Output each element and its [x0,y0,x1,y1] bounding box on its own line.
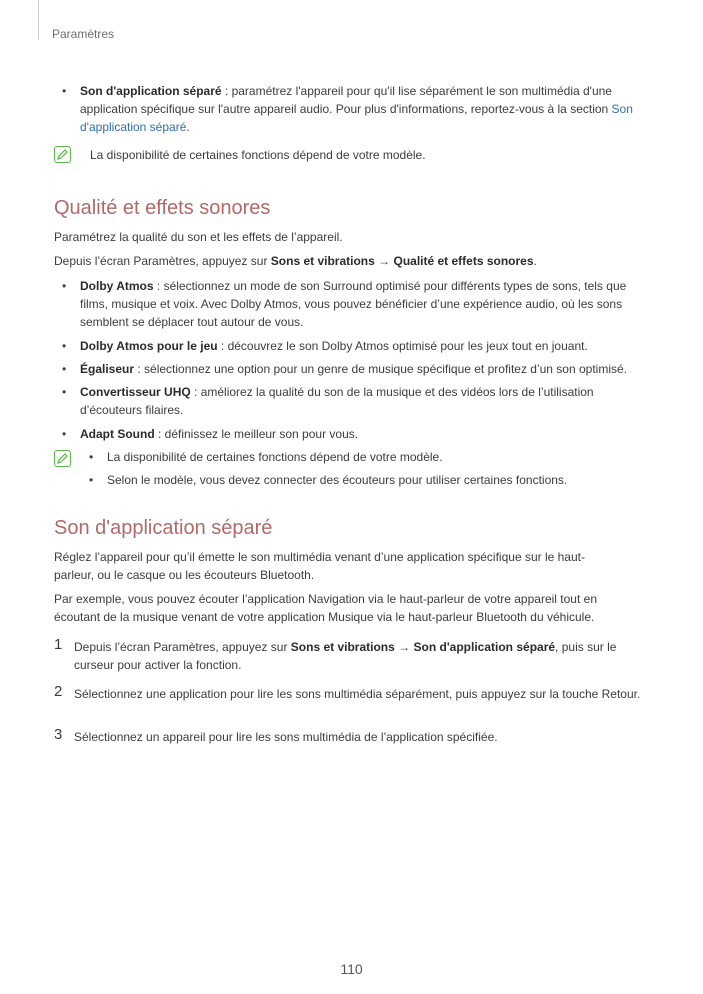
list-item [54,277,654,331]
quality-list-item-2 [54,337,654,355]
list-item [54,82,654,136]
bullet-term: Son d'application séparé [80,84,222,98]
item-text: : découvrez le son Dolby Atmos optimisé pour les jeux tout en jouant. [217,339,588,353]
step-menu-2: Son d'application séparé [413,640,556,654]
step-3 [54,728,674,746]
step-text: Sélectionnez une application pour lire les sons multimédia séparément, puis appuyez sur la touche Retour. [74,687,641,701]
quality-list [54,277,654,331]
path-menu-2: Qualité et effets sonores [393,254,534,268]
item-term: Convertisseur UHQ [80,385,191,399]
step-text: Sélectionnez un appareil pour lire les sons multimédia de l’application spécifiée. [74,730,498,744]
path-pre: Depuis l’écran Paramètres, appuyez sur [54,254,271,268]
item-text: : sélectionnez un mode de son Surround optimisé pour différents types de sons, tels que films, musique et voix. Avec Dolby Atmos, vous pouvez bénéficier d’une expérience audio, où les sons semblent se déplacer tout autour de vous. [80,279,627,329]
page-number: 110 [340,961,363,977]
bullet-text: : paramétrez l'appareil pour qu'il lise séparément le son multimédia d'une application spécifique sur l'autre appareil audio. Pour plus d'informations, reportez-vous à la section [80,84,612,116]
section-link[interactable]: Son d'application séparé [80,102,633,134]
separate-p1: Réglez l’appareil pour qu’il émette le son multimédia venant d’une application spécifique sur le haut-parleur, ou le casque ou les écouteurs Bluetooth. [54,550,585,582]
path-arrow: → [374,254,394,268]
separate-p2: Par exemple, vous pouvez écouter l’application Navigation via le haut-parleur de votre appareil tout en écoutant de la musique venant de votre application Musique via le haut-parleur Bluetooth du véhicule. [54,592,597,624]
step-arrow: → [394,640,414,654]
step-2 [54,685,644,703]
item-term: Égaliseur [80,362,135,376]
step-text: Depuis l’écran Paramètres, appuyez sur [74,640,291,654]
quality-list-item-3 [54,360,654,378]
path-menu-1: Sons et vibrations [270,254,375,268]
header-divider [38,0,39,40]
bullet-end: . [186,120,190,134]
list-item [54,337,654,355]
list-item [54,383,654,419]
note-item: • Selon le modèle, vous devez connecter des écouteurs pour utiliser certaines fonctions. [54,471,654,489]
note-icon [54,146,71,163]
section-header: Paramètres [52,27,115,41]
quality-list-item-4 [54,383,654,419]
step-text-end: , puis sur le curseur pour activer la fonction. [74,640,617,672]
item-text: : améliorez la qualité du son de la musique et des vidéos lors de l’utilisation d’écouteurs filaires. [80,385,594,417]
quality-intro: Paramétrez la qualité du son et les effets de l’appareil. [54,230,343,244]
section-title-separate: Son d'application séparé [54,517,273,539]
item-term: Dolby Atmos [80,279,154,293]
item-text: : définissez le meilleur son pour vous. [154,427,359,441]
item-term: Dolby Atmos pour le jeu [80,339,218,353]
item-text: : sélectionnez une option pour un genre de musique spécifique et profitez d’un son optimisé. [134,362,628,376]
step-number: 2 [54,683,63,700]
step-1 [54,638,644,674]
top-bullet [54,82,654,136]
quality-list-item-5 [54,425,654,443]
step-menu-1: Sons et vibrations [290,640,395,654]
list-item [54,425,654,443]
note-box [54,146,654,164]
list-item [54,360,654,378]
item-term: Adapt Sound [80,427,155,441]
quality-path [54,252,654,270]
section-title-quality: Qualité et effets sonores [54,197,271,219]
path-end: . [533,254,537,268]
step-number: 3 [54,726,63,743]
note-item: • La disponibilité de certaines fonctions dépend de votre modèle. [54,448,654,466]
note-box [54,448,654,489]
step-number: 1 [54,636,63,653]
note-text: La disponibilité de certaines fonctions dépend de votre modèle. [90,148,426,162]
